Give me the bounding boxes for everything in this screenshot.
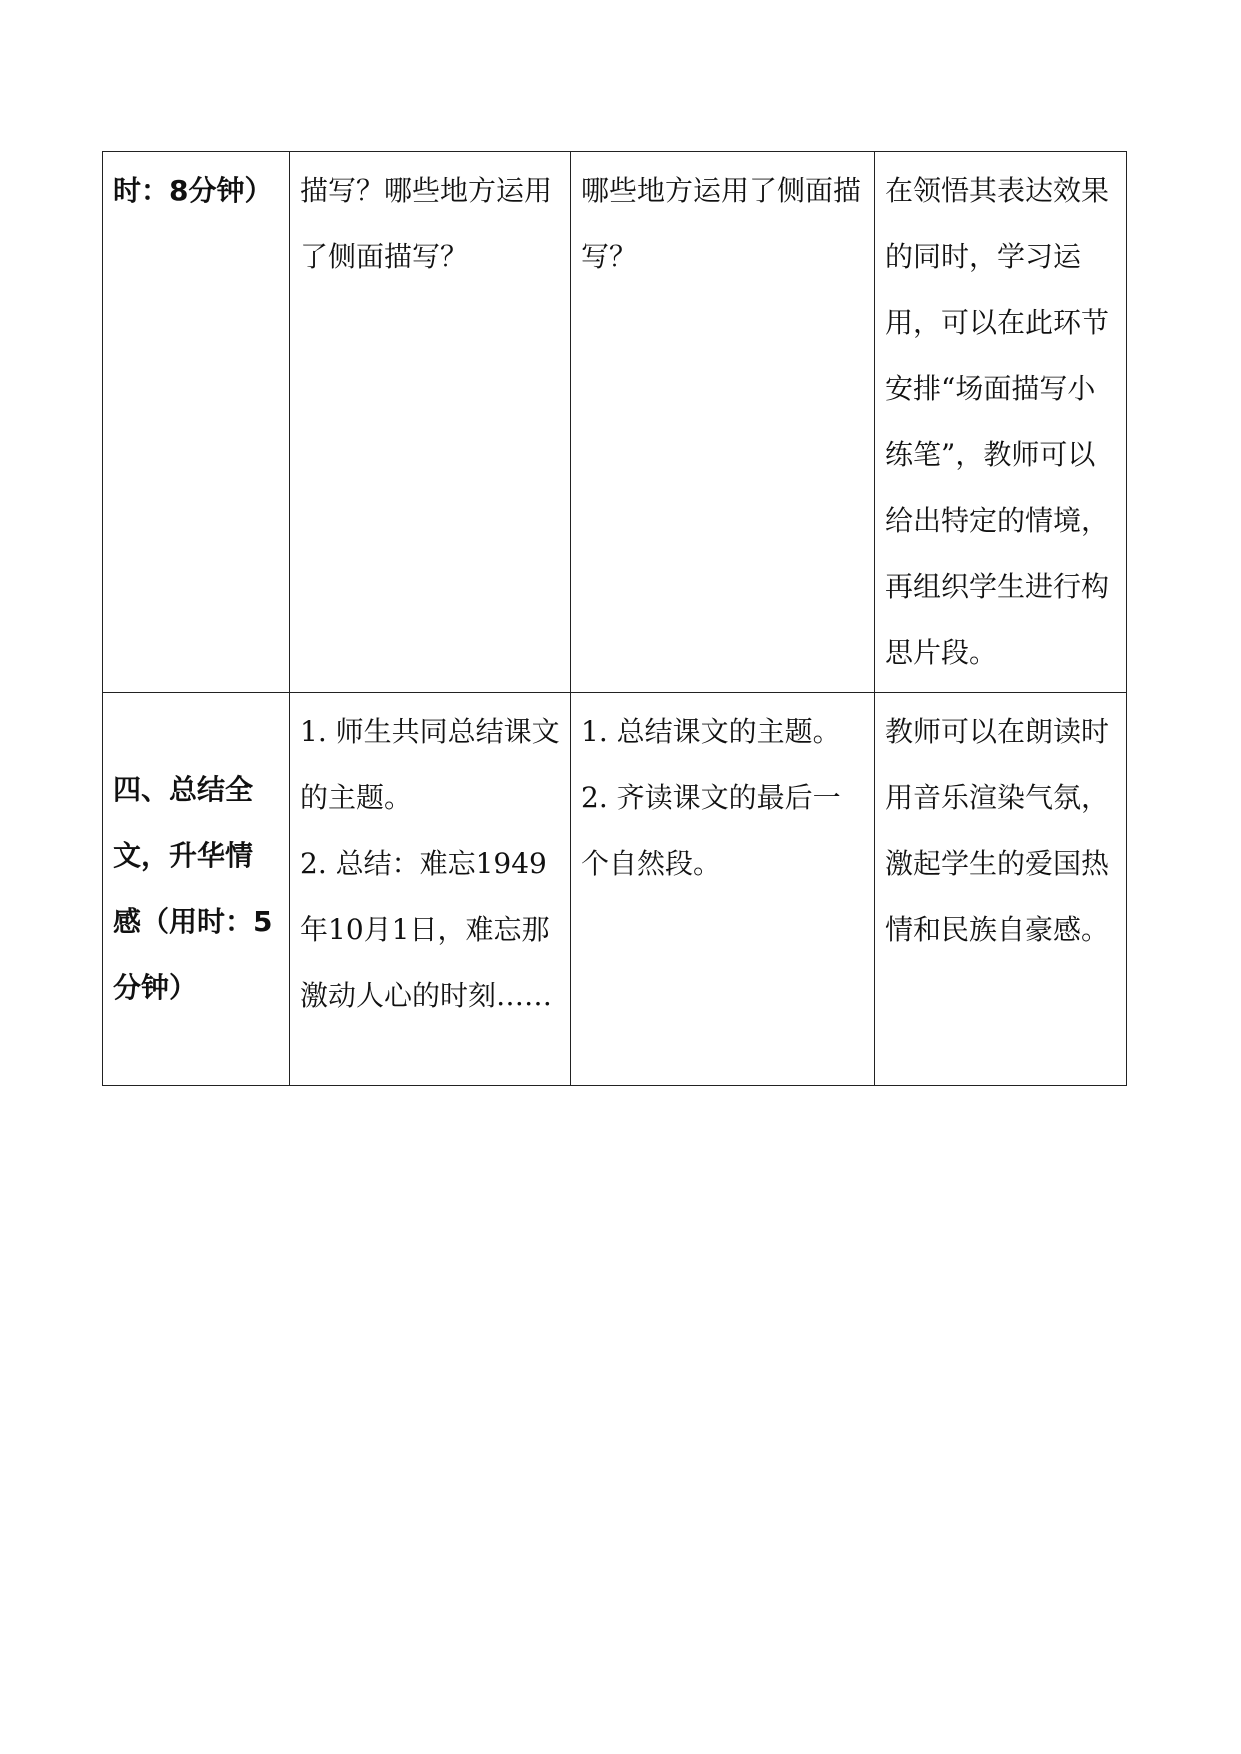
student-activity-text: 哪些地方运用了侧面描写？ [581, 174, 862, 273]
design-notes-text: 教师可以在朗读时用音乐渲染气氛，激起学生的爱国热情和民族自豪感。 [885, 715, 1110, 946]
student-activity-cell [571, 693, 875, 1086]
lesson-plan-table [102, 151, 1127, 1086]
stage-cell [103, 152, 290, 693]
design-notes-cell [875, 152, 1127, 693]
teacher-activity-item: 1. 师生共同总结课文的主题。 [300, 715, 560, 814]
table-row [103, 693, 1127, 1086]
teacher-activity-item: 2. 总结：难忘1949年10月1日，难忘那激动人心的时刻…… [300, 847, 553, 1012]
stage-text: 时：8分钟） [113, 174, 273, 207]
design-notes-cell [875, 693, 1127, 1086]
design-notes-text: 在领悟其表达效果的同时，学习运用，可以在此环节安排“场面描写小练笔”，教师可以给出特定的情境，再组织学生进行构思片段。 [885, 174, 1110, 669]
teacher-activity-cell [290, 693, 571, 1086]
teacher-activity-cell [290, 152, 571, 693]
teacher-activity-text: 描写？哪些地方运用了侧面描写？ [300, 174, 553, 273]
student-activity-item: 2. 齐读课文的最后一个自然段。 [581, 781, 841, 880]
student-activity-cell [571, 152, 875, 693]
student-activity-item: 1. 总结课文的主题。 [581, 715, 841, 748]
stage-text: 四、总结全文，升华情感（用时：5分钟） [113, 773, 273, 1004]
table-row [103, 152, 1127, 693]
stage-cell [103, 693, 290, 1086]
